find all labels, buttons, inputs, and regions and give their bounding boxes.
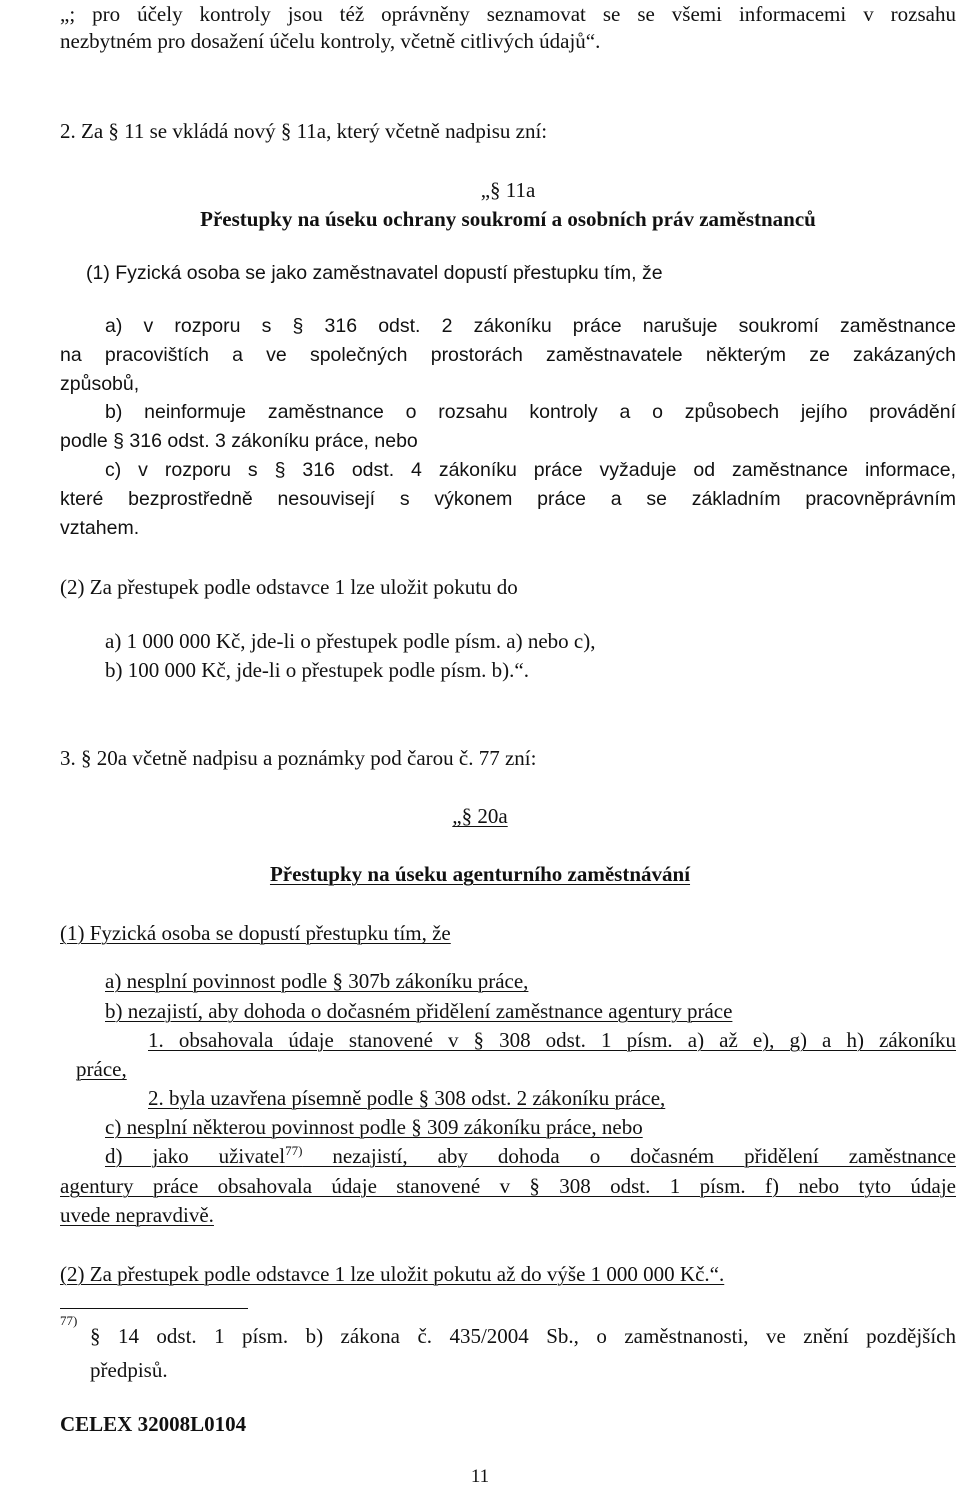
intro-line-1: „; pro účely kontroly jsou též oprávněny seznamovat se se všemi informacemi v rozsahu	[60, 2, 956, 26]
item2-c-line2: které bezprostředně nesouvisejí s výkonem práce a se základním pracovněprávním	[60, 488, 956, 510]
item2-fine-b: b) 100 000 Kč, jde-li o přestupek podle písm. b).“.	[105, 658, 529, 682]
item2-a-line3: způsobů,	[60, 373, 140, 395]
item2-a-line1: a) v rozporu s § 316 odst. 2 zákoníku práce narušuje soukromí zaměstnance	[105, 315, 956, 337]
item3-d-line1-post: nezajistí, aby dohoda o dočasném přidělení zaměstnance	[302, 1144, 956, 1168]
item3-d-line2: agentury práce obsahovala údaje stanovené v § 308 odst. 1 písm. f) nebo tyto údaje	[60, 1174, 956, 1198]
item2-b-line1: b) neinformuje zaměstnance o rozsahu kontroly a o způsobech jejího provádění	[105, 401, 956, 423]
item2-a-line2: na pracovištích a ve společných prostorách zaměstnavatele některým ze zakázaných	[60, 344, 956, 366]
item3-b1-line1: 1. obsahovala údaje stanovené v § 308 odst. 1 písm. a) až e), g) a h) zákoníku	[148, 1028, 956, 1052]
item2-fine-a: a) 1 000 000 Kč, jde-li o přestupek podle písm. a) nebo c),	[105, 629, 596, 653]
footnote-line-1: § 14 odst. 1 písm. b) zákona č. 435/2004 Sb., o zaměstnanosti, ve znění pozdějších	[90, 1324, 956, 1348]
item3-para2: (2) Za přestupek podle odstavce 1 lze uložit pokutu až do výše 1 000 000 Kč.“.	[60, 1262, 725, 1286]
item3-section-number: „§ 20a	[452, 804, 508, 828]
footnote-reference: 77)	[285, 1143, 303, 1158]
item2-section-title: Přestupky na úseku ochrany soukromí a osobních práv zaměstnanců	[200, 207, 816, 231]
item3-section-title: Přestupky na úseku agenturního zaměstnávání	[269, 862, 691, 886]
footnote-line-2: předpisů.	[90, 1358, 168, 1382]
intro-line-2: nezbytném pro dosažení účelu kontroly, včetně citlivých údajů“.	[60, 29, 601, 53]
page-number: 11	[470, 1466, 490, 1487]
item3-para1-intro: (1) Fyzická osoba se dopustí přestupku tím, že	[60, 921, 451, 945]
footnote-separator	[60, 1308, 248, 1309]
item2-section-number: „§ 11a	[480, 178, 536, 202]
item2-c-line1: c) v rozporu s § 316 odst. 4 zákoníku práce vyžaduje od zaměstnance informace,	[105, 459, 956, 481]
item2-b-line2: podle § 316 odst. 3 zákoníku práce, nebo	[60, 430, 418, 452]
item3-d-line1	[105, 1142, 956, 1171]
item3-d-line3: uvede nepravdivě.	[60, 1203, 214, 1227]
footnote-marker: 77)	[60, 1313, 78, 1328]
celex-reference: CELEX 32008L0104	[60, 1412, 247, 1436]
item2-c-line3: vztahem.	[60, 517, 140, 539]
item3-d-line1-pre: d) jako uživatel	[105, 1144, 286, 1168]
item2-para1-intro: (1) Fyzická osoba se jako zaměstnavatel dopustí přestupku tím, že	[86, 262, 663, 284]
item3-heading: 3. § 20a včetně nadpisu a poznámky pod čarou č. 77 zní:	[60, 746, 537, 770]
item3-c: c) nesplní některou povinnost podle § 309 zákoníku práce, nebo	[105, 1115, 643, 1139]
item2-heading: 2. Za § 11 se vkládá nový § 11a, který včetně nadpisu zní:	[60, 119, 548, 143]
item3-a: a) nesplní povinnost podle § 307b zákoníku práce,	[105, 969, 529, 993]
item3-b2: 2. byla uzavřena písemně podle § 308 odst. 2 zákoníku práce,	[148, 1086, 666, 1110]
item3-b1-line2: práce,	[76, 1057, 127, 1081]
item3-b: b) nezajistí, aby dohoda o dočasném přidělení zaměstnance agentury práce	[105, 999, 733, 1023]
item2-para2-intro: (2) Za přestupek podle odstavce 1 lze uložit pokutu do	[60, 575, 518, 599]
